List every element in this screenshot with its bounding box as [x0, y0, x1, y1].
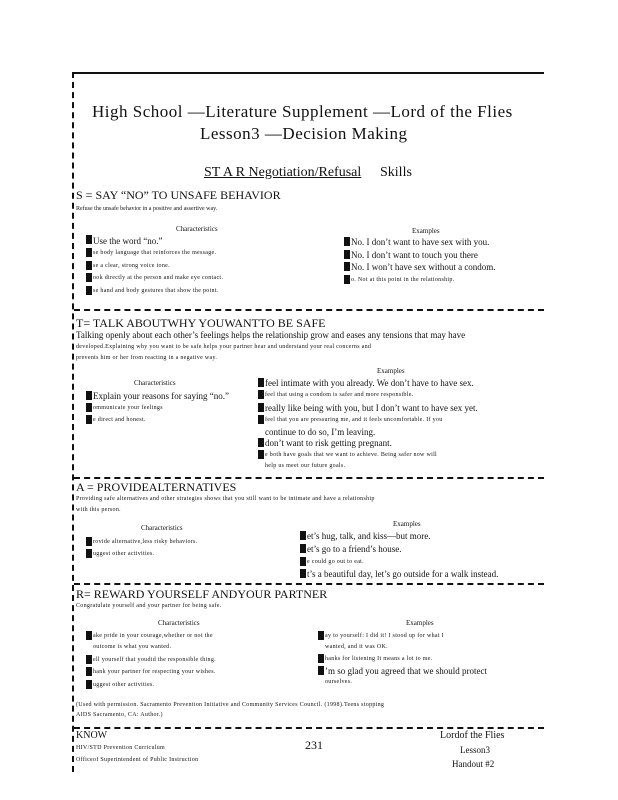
t-example: feel that using a condom is safer and more responsible.: [265, 392, 414, 398]
top-rule: [74, 72, 544, 74]
s-example: No. I don’t want to have sex with you.: [351, 237, 490, 247]
redaction-bar: [86, 415, 92, 424]
a-sub-1: Providing safe alternatives and other strategies shows that you still want to be intimate and have a relationship: [76, 496, 375, 502]
redaction-bar: [86, 655, 92, 664]
a-char-label: Characteristics: [141, 524, 183, 532]
t-example: really like being with you, but I don’t want to have sex yet.: [265, 403, 478, 413]
r-char-item: uggest other activities.: [93, 682, 155, 688]
redaction-bar: [86, 235, 92, 244]
t-ex-label: Examples: [377, 367, 405, 375]
a-sub-2: with this person.: [76, 507, 121, 513]
left-dashed-border: [72, 72, 74, 772]
footer-know: KNOW: [76, 730, 108, 741]
s-char-label: Characteristics: [176, 225, 218, 233]
s-char-item: Use the word “no.”: [93, 236, 163, 246]
page-number: 231: [305, 738, 323, 752]
t-example: help us meet our future goals.: [265, 463, 346, 469]
t-sub-1: Talking openly about each other’s feelings helps the relationship grow and eases any tensions that may have: [76, 330, 466, 340]
r-char-label: Characteristics: [158, 619, 200, 627]
redaction-bar: [300, 557, 306, 566]
a-example: e could go out to eat.: [307, 559, 364, 565]
redaction-bar: [258, 403, 264, 412]
redaction-bar: [86, 667, 92, 676]
redaction-bar: [86, 549, 92, 558]
t-example: feel that you are pressuring me, and it feels uncomfortable. If you: [265, 417, 443, 423]
s-subheading: Refuse the unsafe behavior in a positive and assertive way.: [76, 206, 218, 212]
redaction-bar: [86, 248, 92, 257]
footer-divider: [74, 727, 544, 729]
redaction-bar: [344, 275, 350, 284]
s-example: o. Not at this point in the relationship.: [351, 277, 455, 283]
redaction-bar: [300, 544, 306, 553]
r-char-item: outcome is what you wanted.: [93, 644, 172, 650]
t-example: e both have goals that we want to achieve. Being safer now will: [265, 452, 438, 458]
page-subtitle: Lesson3 —Decision Making: [200, 124, 408, 143]
r-example: ay to yourself: I did it! I stood up for what I: [325, 633, 444, 639]
a-heading: A = PROVIDEALTERNATIVES: [76, 480, 237, 494]
redaction-bar: [86, 680, 92, 689]
r-example: ourselves.: [325, 679, 353, 685]
redaction-bar: [344, 250, 350, 259]
footer-office: Officeof Superintendent of Public Instruction: [76, 757, 199, 763]
s-heading: S = SAY “NO” TO UNSAFE BEHAVIOR: [76, 188, 281, 202]
a-example: t’s a beautiful day, let’s go outside for a walk instead.: [307, 569, 499, 579]
footer-book: Lordof the Flies: [440, 730, 505, 741]
t-example: continue to do so, I’m leaving.: [265, 427, 376, 437]
redaction-bar: [258, 390, 264, 399]
a-example: et’s go to a friend’s house.: [307, 544, 402, 554]
redaction-bar: [318, 631, 324, 640]
r-heading: R= REWARD YOURSELF ANDYOUR PARTNER: [76, 587, 328, 601]
footer-curriculum: HIV/STD Prevention Curriculum: [76, 745, 166, 751]
s-example: No. I don’t want to touch you there: [351, 250, 478, 260]
r-char-item: ell yourself that youdid the responsible thing.: [93, 657, 216, 663]
r-example: hanks for listening It means a lot to me.: [325, 656, 433, 662]
citation-line-1: (Used with permission. Sacramento Prevention Initiative and Community Services Council. (1998).Teens stopping: [76, 702, 385, 708]
section-divider: [74, 583, 544, 585]
r-example: wanted, and it was OK.: [325, 644, 388, 650]
redaction-bar: [344, 262, 350, 271]
s-char-item: se body language that reinforces the message.: [93, 250, 217, 256]
redaction-bar: [344, 237, 350, 246]
r-ex-label: Examples: [406, 619, 434, 627]
redaction-bar: [318, 666, 324, 675]
redaction-bar: [86, 261, 92, 270]
redaction-bar: [318, 654, 324, 663]
redaction-bar: [258, 378, 264, 387]
redaction-bar: [258, 415, 264, 424]
t-example: don’t want to risk getting pregnant.: [265, 438, 392, 448]
a-char-item: uggest other activities.: [93, 551, 155, 557]
star-title: ST A R Negotiation/Refusal: [204, 165, 362, 180]
r-char-item: hank your partner for respecting your wishes.: [93, 669, 216, 675]
t-char-item: e direct and honest.: [93, 417, 146, 423]
t-example: feel intimate with you already. We don’t have to have sex.: [265, 378, 474, 388]
redaction-bar: [86, 631, 92, 640]
a-ex-label: Examples: [393, 520, 421, 528]
redaction-bar: [300, 531, 306, 540]
redaction-bar: [258, 450, 264, 459]
redaction-bar: [86, 273, 92, 282]
s-ex-label: Examples: [412, 227, 440, 235]
section-divider: [74, 309, 544, 311]
s-char-item: se a clear, strong voice tone.: [93, 263, 170, 269]
footer-lesson: Lesson3: [460, 745, 490, 755]
redaction-bar: [300, 569, 306, 578]
redaction-bar: [86, 403, 92, 412]
s-char-item: se hand and body gestures that show the point.: [93, 288, 219, 294]
star-skills: Skills: [380, 165, 412, 180]
t-sub-3: prevents him or her from reacting in a negative way.: [76, 355, 218, 361]
s-example: No. I won’t have sex without a condom.: [351, 262, 496, 272]
r-example: ’m so glad you agreed that we should protect: [325, 666, 487, 676]
t-char-label: Characteristics: [134, 379, 176, 387]
a-char-item: rovide alternative,less risky behaviors.: [93, 539, 198, 545]
s-char-item: ook directly at the person and make eye contact.: [93, 275, 224, 281]
t-char-item: ommunicate your feelings: [93, 405, 163, 411]
redaction-bar: [258, 438, 264, 447]
r-char-item: ake pride in your courage,whether or not the: [93, 633, 213, 639]
a-example: et’s hug, talk, and kiss—but more.: [307, 531, 431, 541]
r-subheading: Congratulate yourself and your partner for being safe.: [76, 603, 222, 609]
redaction-bar: [86, 286, 92, 295]
page-title: High School —Literature Supplement —Lord of the Flies: [92, 102, 513, 121]
citation-line-2: AIDS Sacramento, CA: Author.): [76, 712, 163, 718]
footer-handout: Handout #2: [452, 759, 495, 769]
section-divider: [74, 477, 544, 479]
t-heading: T= TALK ABOUTWHY YOUWANTTO BE SAFE: [76, 316, 326, 330]
redaction-bar: [86, 391, 92, 400]
t-sub-2: developed.Explaining why you want to be safe helps your partner hear and understand your real concerns and: [76, 344, 372, 350]
redaction-bar: [86, 537, 92, 546]
t-char-item: Explain your reasons for saying “no.”: [93, 391, 229, 401]
